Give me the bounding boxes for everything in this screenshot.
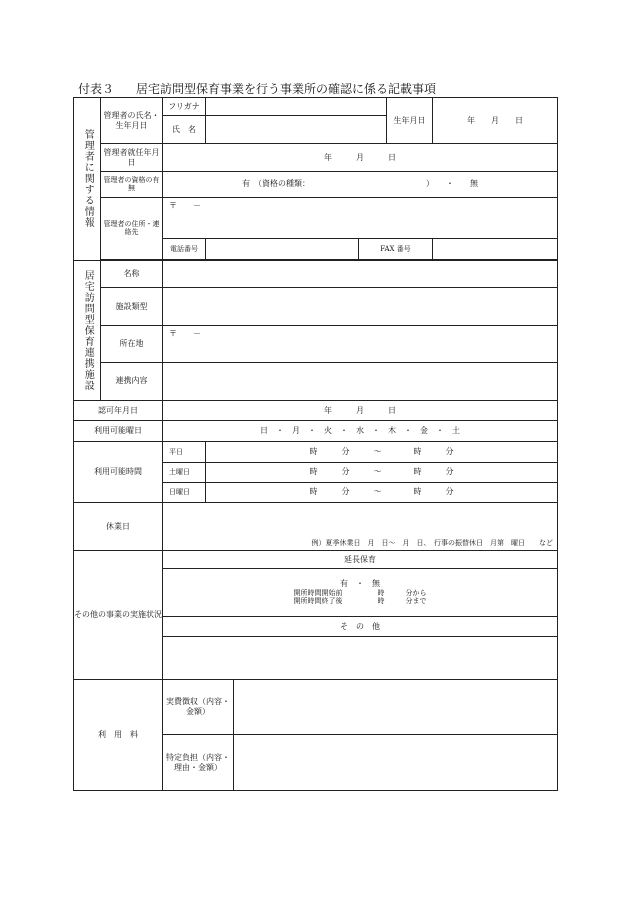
other-services-label: その他の事業の実施状況	[74, 551, 163, 679]
facility-name-field[interactable]	[163, 260, 558, 287]
extended-care-header: 延長保育	[163, 551, 558, 568]
weekday-hours-field[interactable]: 時 分 ～ 時 分	[206, 442, 558, 462]
furigana-field[interactable]	[206, 98, 387, 116]
document-title	[78, 80, 436, 97]
address-label: 管理者の住所・連絡先	[101, 197, 163, 259]
birth-label: 生年月日	[387, 98, 433, 144]
manager-name-birth-label: 管理者の氏名・生年月日	[101, 98, 163, 144]
name-label: 氏 名	[163, 116, 206, 144]
start-date-field[interactable]: 年 月 日	[163, 144, 558, 171]
title-text: 居宅訪問型保育事業を行う事業所の確認に係る記載事項	[136, 82, 437, 96]
address-field[interactable]: 〒 －	[163, 197, 558, 238]
approval-date-field[interactable]: 年 月 日	[163, 400, 558, 420]
fees-label: 利 用 料	[74, 679, 163, 790]
facility-section-header: 居宅訪問型保育連携施設	[74, 260, 101, 400]
name-field[interactable]	[206, 116, 387, 144]
manager-section-header: 管理者に関する情報	[74, 98, 101, 261]
other-field[interactable]	[163, 637, 558, 679]
phone-field[interactable]	[206, 239, 359, 259]
actual-cost-field[interactable]	[234, 679, 558, 735]
furigana-label: フリガナ	[163, 98, 206, 116]
facility-content-label: 連携内容	[101, 362, 163, 400]
saturday-label: 土曜日	[163, 462, 206, 482]
extended-care-field[interactable]	[163, 568, 558, 616]
sunday-hours-field[interactable]: 時 分 ～ 時 分	[206, 482, 558, 502]
holiday-field[interactable]: 例）夏季休業日 月 日～ 月 日、 行事の振替休日 月第 曜日 など	[163, 502, 558, 550]
extended-yes-no[interactable]: 有 ・ 無	[340, 578, 380, 588]
facility-type-label: 施設類型	[101, 287, 163, 325]
approval-label: 認可年月日	[74, 400, 163, 420]
facility-location-field[interactable]: 〒 －	[163, 326, 558, 362]
facility-name-label: 名称	[101, 260, 163, 287]
phone-label: 電話番号	[163, 239, 206, 259]
facility-location-label: 所在地	[101, 326, 163, 362]
fax-label: FAX 番号	[359, 239, 433, 259]
other-header: そ の 他	[163, 617, 558, 637]
holiday-label: 休業日	[74, 502, 163, 550]
saturday-hours-field[interactable]: 時 分 ～ 時 分	[206, 462, 558, 482]
qualification-label: 管理者の資格の有無	[101, 171, 163, 197]
facility-content-field[interactable]	[163, 362, 558, 400]
extended-before: 開所時間開始前 時 分から	[293, 588, 427, 597]
start-date-label: 管理者就任年月日	[101, 144, 163, 171]
days-field[interactable]: 日 ・ 月 ・ 火 ・ 水 ・ 木 ・ 金 ・ 土	[163, 421, 558, 442]
actual-cost-label: 実費徴収（内容・金額）	[163, 679, 234, 735]
hours-label: 利用可能時間	[74, 442, 163, 503]
appendix-label: 付表３	[78, 82, 115, 96]
facility-type-field[interactable]	[163, 287, 558, 325]
extended-after: 開所時間終了後 時 分まで	[293, 597, 427, 606]
days-label: 利用可能曜日	[74, 421, 163, 442]
fax-field[interactable]	[433, 239, 558, 259]
specific-burden-label: 特定負担（内容・理由・金額）	[163, 735, 234, 791]
weekday-label: 平日	[163, 442, 206, 462]
birth-date-field[interactable]: 年 月 日	[433, 98, 558, 144]
qualification-field[interactable]: 有 （資格の種類： ） ・ 無	[163, 171, 558, 197]
registration-form	[73, 97, 558, 791]
sunday-label: 日曜日	[163, 482, 206, 502]
specific-burden-field[interactable]	[234, 735, 558, 791]
